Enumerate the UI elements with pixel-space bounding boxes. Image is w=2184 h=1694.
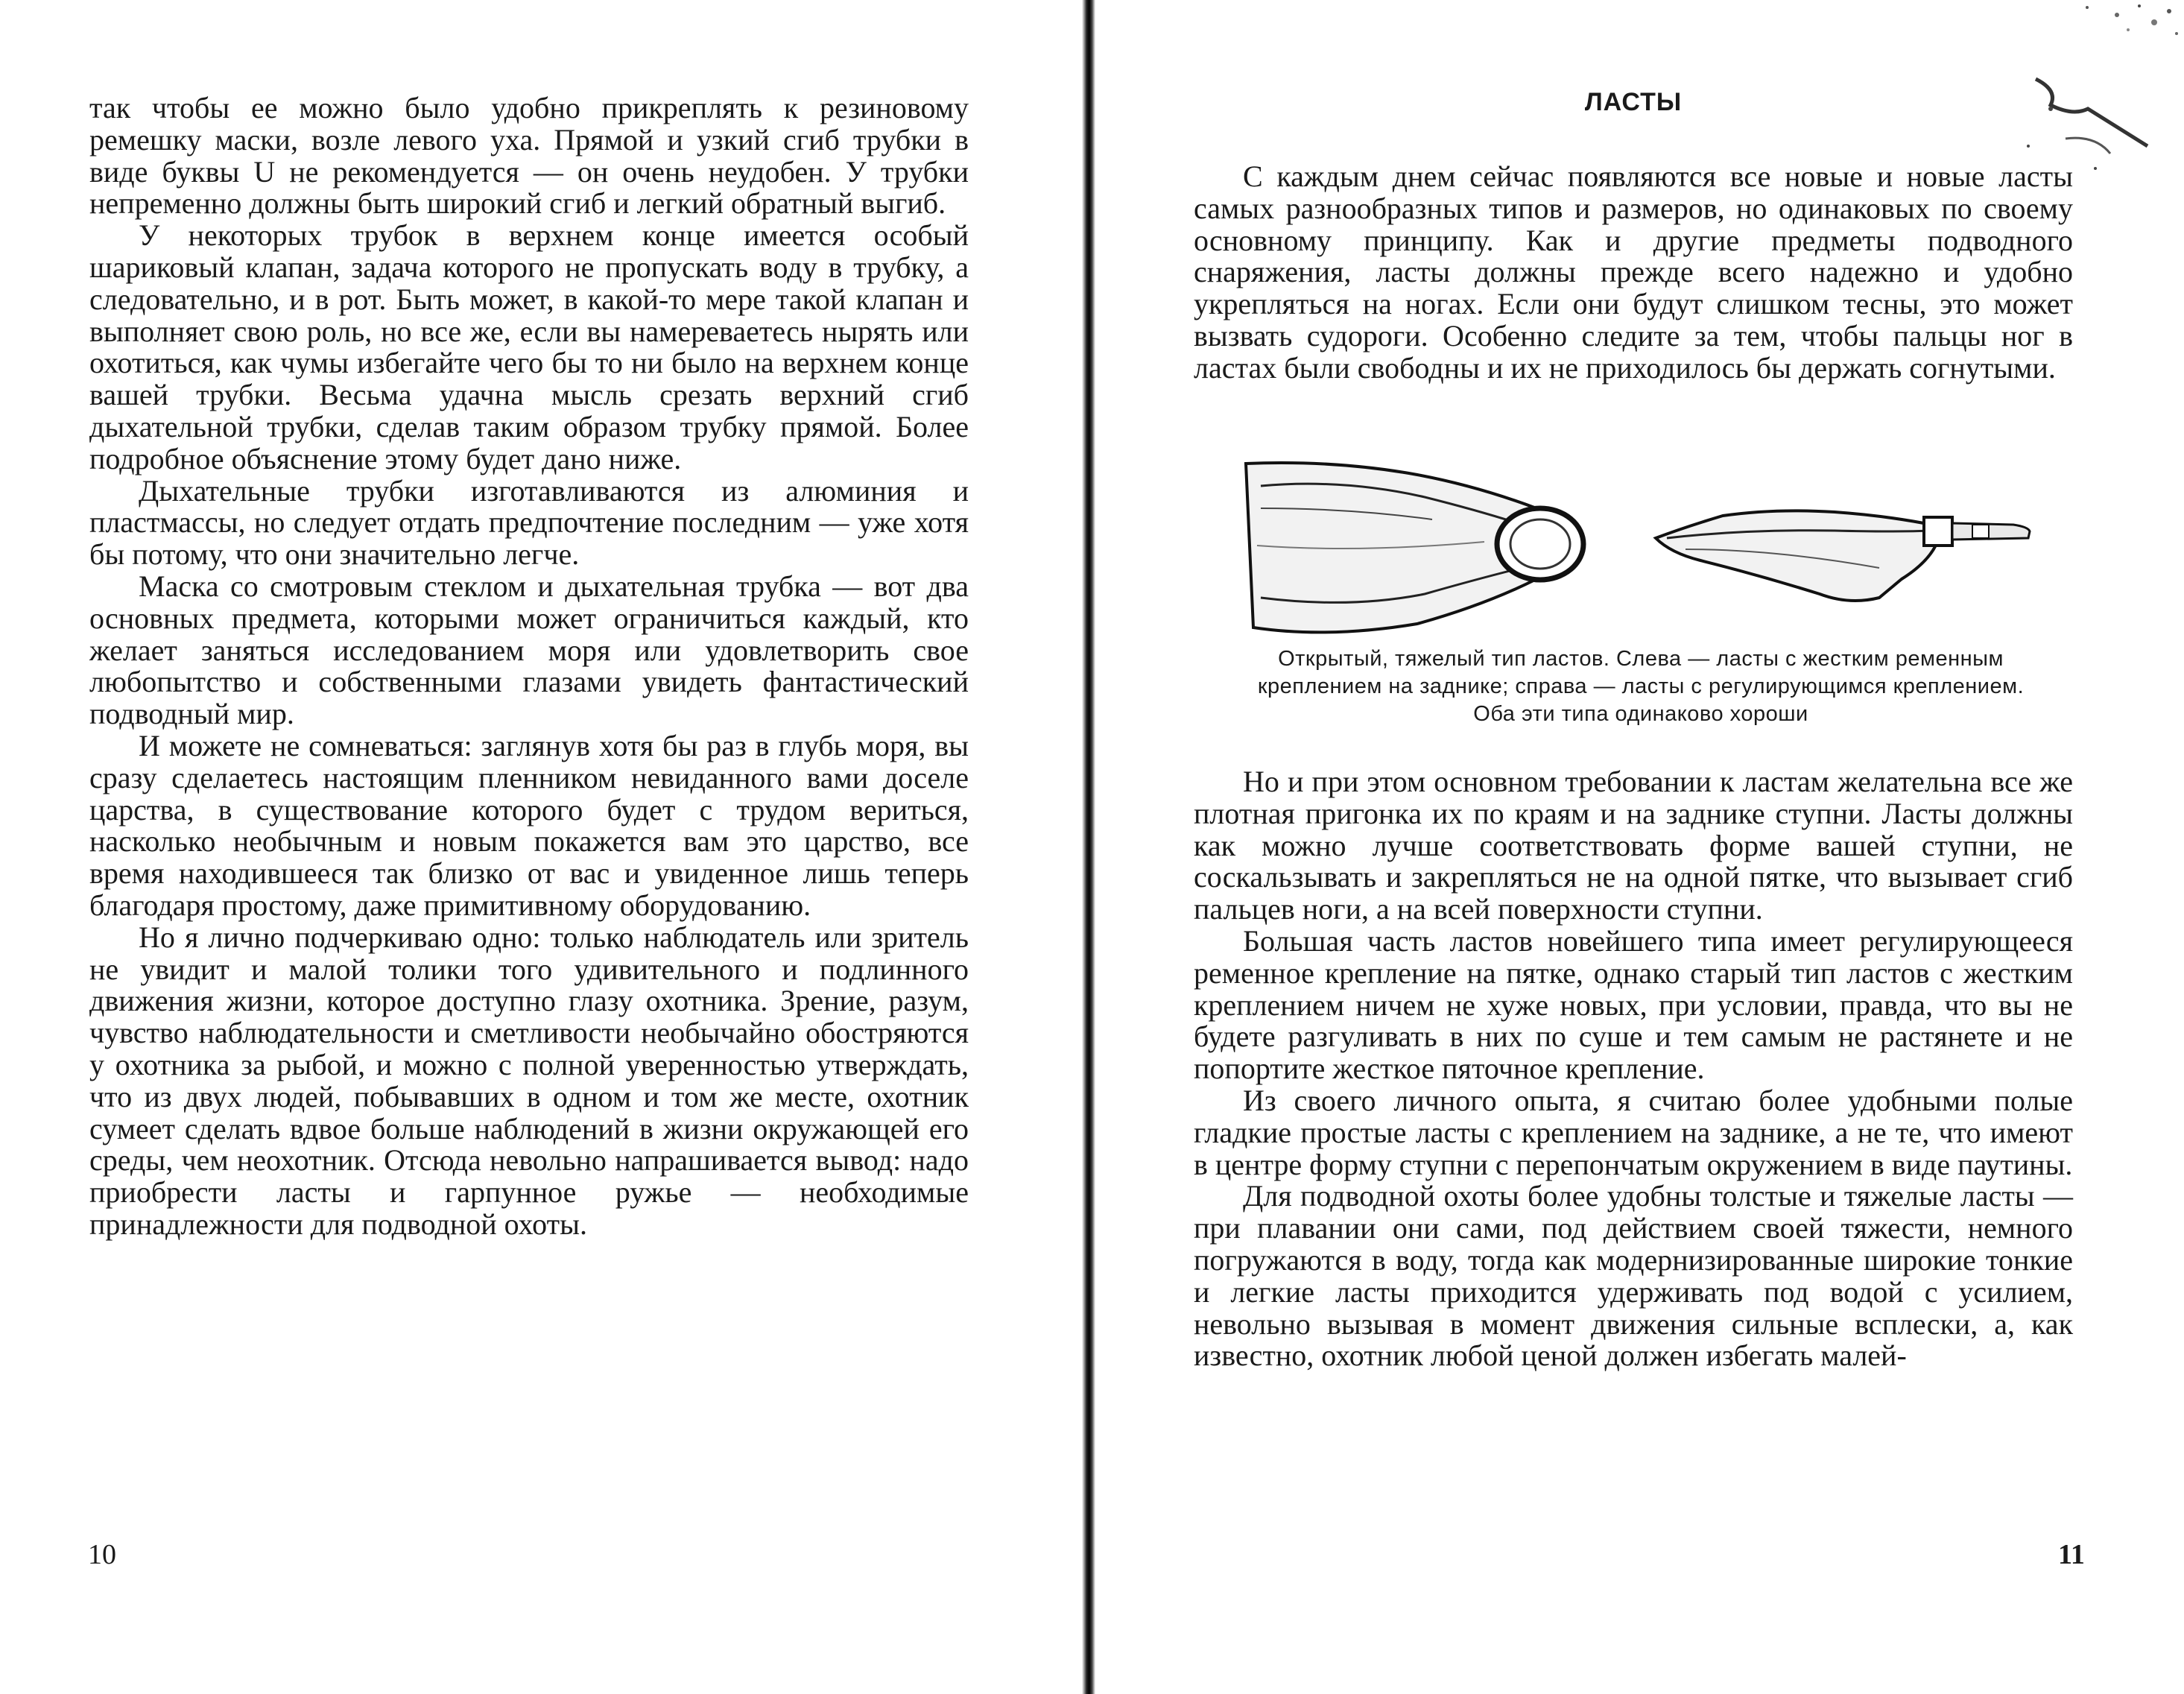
page-number: 11 <box>2058 1539 2085 1570</box>
paragraph: так чтобы ее можно было удобно прикреплять к резиновому ремешку маски, возле левого уха. Прямой и узкий сгиб трубки в виде буквы U не рекомендуется — он очень неудобен. У трубки непременно должны быть широкий сгиб и легкий обратный выгиб. <box>89 91 969 221</box>
flippers-illustration <box>1238 456 2043 642</box>
paragraph: С каждым днем сейчас появляются все новые и новые ласты самых разнообразных типов и размеров, но одинаковых по своему основному принципу. Как и другие предметы подводного снаряжения, ласты должны прежде всего надежно и удобно укрепляться на ногах. Если они будут слишком тесны, это может вызвать судороги. Особенно следите за тем, чтобы пальцы ног в ластах были свободны и их не приходилось бы держать согнутыми. <box>1194 159 2073 385</box>
left-page-text <box>89 92 969 1241</box>
right-page <box>1097 0 2184 1694</box>
paragraph: Из своего личного опыта, я считаю более удобными полые гладкие простые ласты с креплением на заднике, а не те, что имеют в центре форму ступни с перепончатым окружением в виде паутины. <box>1194 1083 2073 1181</box>
paragraph: Для подводной охоты более удобны толстые и тяжелые ласты — при плавании они сами, под действием своей тяжести, немного погружаются в воду, тогда как модернизированные широкие тонкие и легкие ласты приходится удерживать под водой с усилием, невольно вызывая в момент движения сильные всплески, а, как известно, охотник любой ценой должен избегать малей- <box>1194 1179 2073 1373</box>
paragraph: Но я лично подчеркиваю одно: только наблюдатель или зритель не увидит и малой толики того удивительного и подлинного движения жизни, которое доступно глазу охотника. Зрение, разум, чувство наблюдательности и сметливости необычайно обостряются у охотника за рыбой, и можно с полной уверенностью утверждать, что из двух людей, побывавших в одном и том же месте, охотник сумеет сделать вдвое больше наблюдений в жизни окружающей его среды, чем неохотник. Отсюда невольно напрашивается вывод: надо приобрести ласты и гарпунное ружье — необходимые принадлежности для подводной охоты. <box>89 920 969 1241</box>
left-page <box>0 0 1080 1694</box>
right-page-text-top <box>1194 161 2073 385</box>
rigid-strap-flipper <box>1246 463 1583 632</box>
figure-caption: Открытый, тяжелый тип ластов. Слева — ласты с жестким ременным креплением на заднике; справа — ласты с регулирующимся креплением. Оба эти типа одинаково хороши <box>1257 647 2025 726</box>
paragraph: Дыхательные трубки изготавливаются из алюминия и пластмассы, но следует отдать предпочтение последним — уже хотя бы потому, что они значительно легче. <box>89 473 969 572</box>
paragraph: Большая часть ластов новейшего типа имеет регулирующееся ременное крепление на пятке, однако старый тип ластов с жестким креплением ничем не хуже новых, при условии, правда, что вы не будете разгуливать в них по суше и тем самым не растянете и не попортите жесткое пяточное крепление. <box>1194 923 2073 1086</box>
chapter-title: ЛАСТЫ <box>1584 88 1683 116</box>
right-page-text-bottom <box>1194 766 2073 1372</box>
adjustable-strap-flipper <box>1656 511 2030 601</box>
paragraph: У некоторых трубок в верхнем конце имеется особый шариковый клапан, задача которого не пропускать воду в трубку, а следовательно, и в рот. Быть может, в какой-то мере такой клапан и выполняет свою роль, но все же, если вы намереваетесь нырять или охотиться, как чумы избегайте чего бы то ни было на верхнем конце вашей трубки. Весьма удачна мысль срезать верхний сгиб дыхательной трубки, сделав таким образом трубку прямой. Более подробное объяснение этому будет дано ниже. <box>89 218 969 475</box>
paragraph: Но и при этом основном требовании к ластам желательна все же плотная пригонка их по краям и на заднике ступни. Ласты должны как можно лучше соответствовать форме вашей ступни, не соскальзывать и закрепляться не на одной пятке, что вызывает сгиб пальцев ноги, а на всей поверхности ступни. <box>1194 765 2073 926</box>
scan-noise <box>2057 0 2184 45</box>
page-number: 10 <box>88 1539 116 1570</box>
paragraph: И можете не сомневаться: заглянув хотя бы раз в глубь моря, вы сразу сделаетесь настоящим пленником невиданного вами доселе царства, в существование которого будет с трудом вериться, насколько необычным и новым покажется вам это царство, все время находившееся так близко от вас и увиденное лишь теперь благодаря простому, даже примитивному оборудованию. <box>89 728 969 922</box>
book-spine <box>1082 0 1095 1694</box>
paragraph: Маска со смотровым стеклом и дыхательная трубка — вот два основных предмета, которыми может ограничиться каждый, кто желает заняться исследованием моря или удовлетворить свое любопытство и собственными глазами увидеть фантастический подводный мир. <box>89 569 969 731</box>
